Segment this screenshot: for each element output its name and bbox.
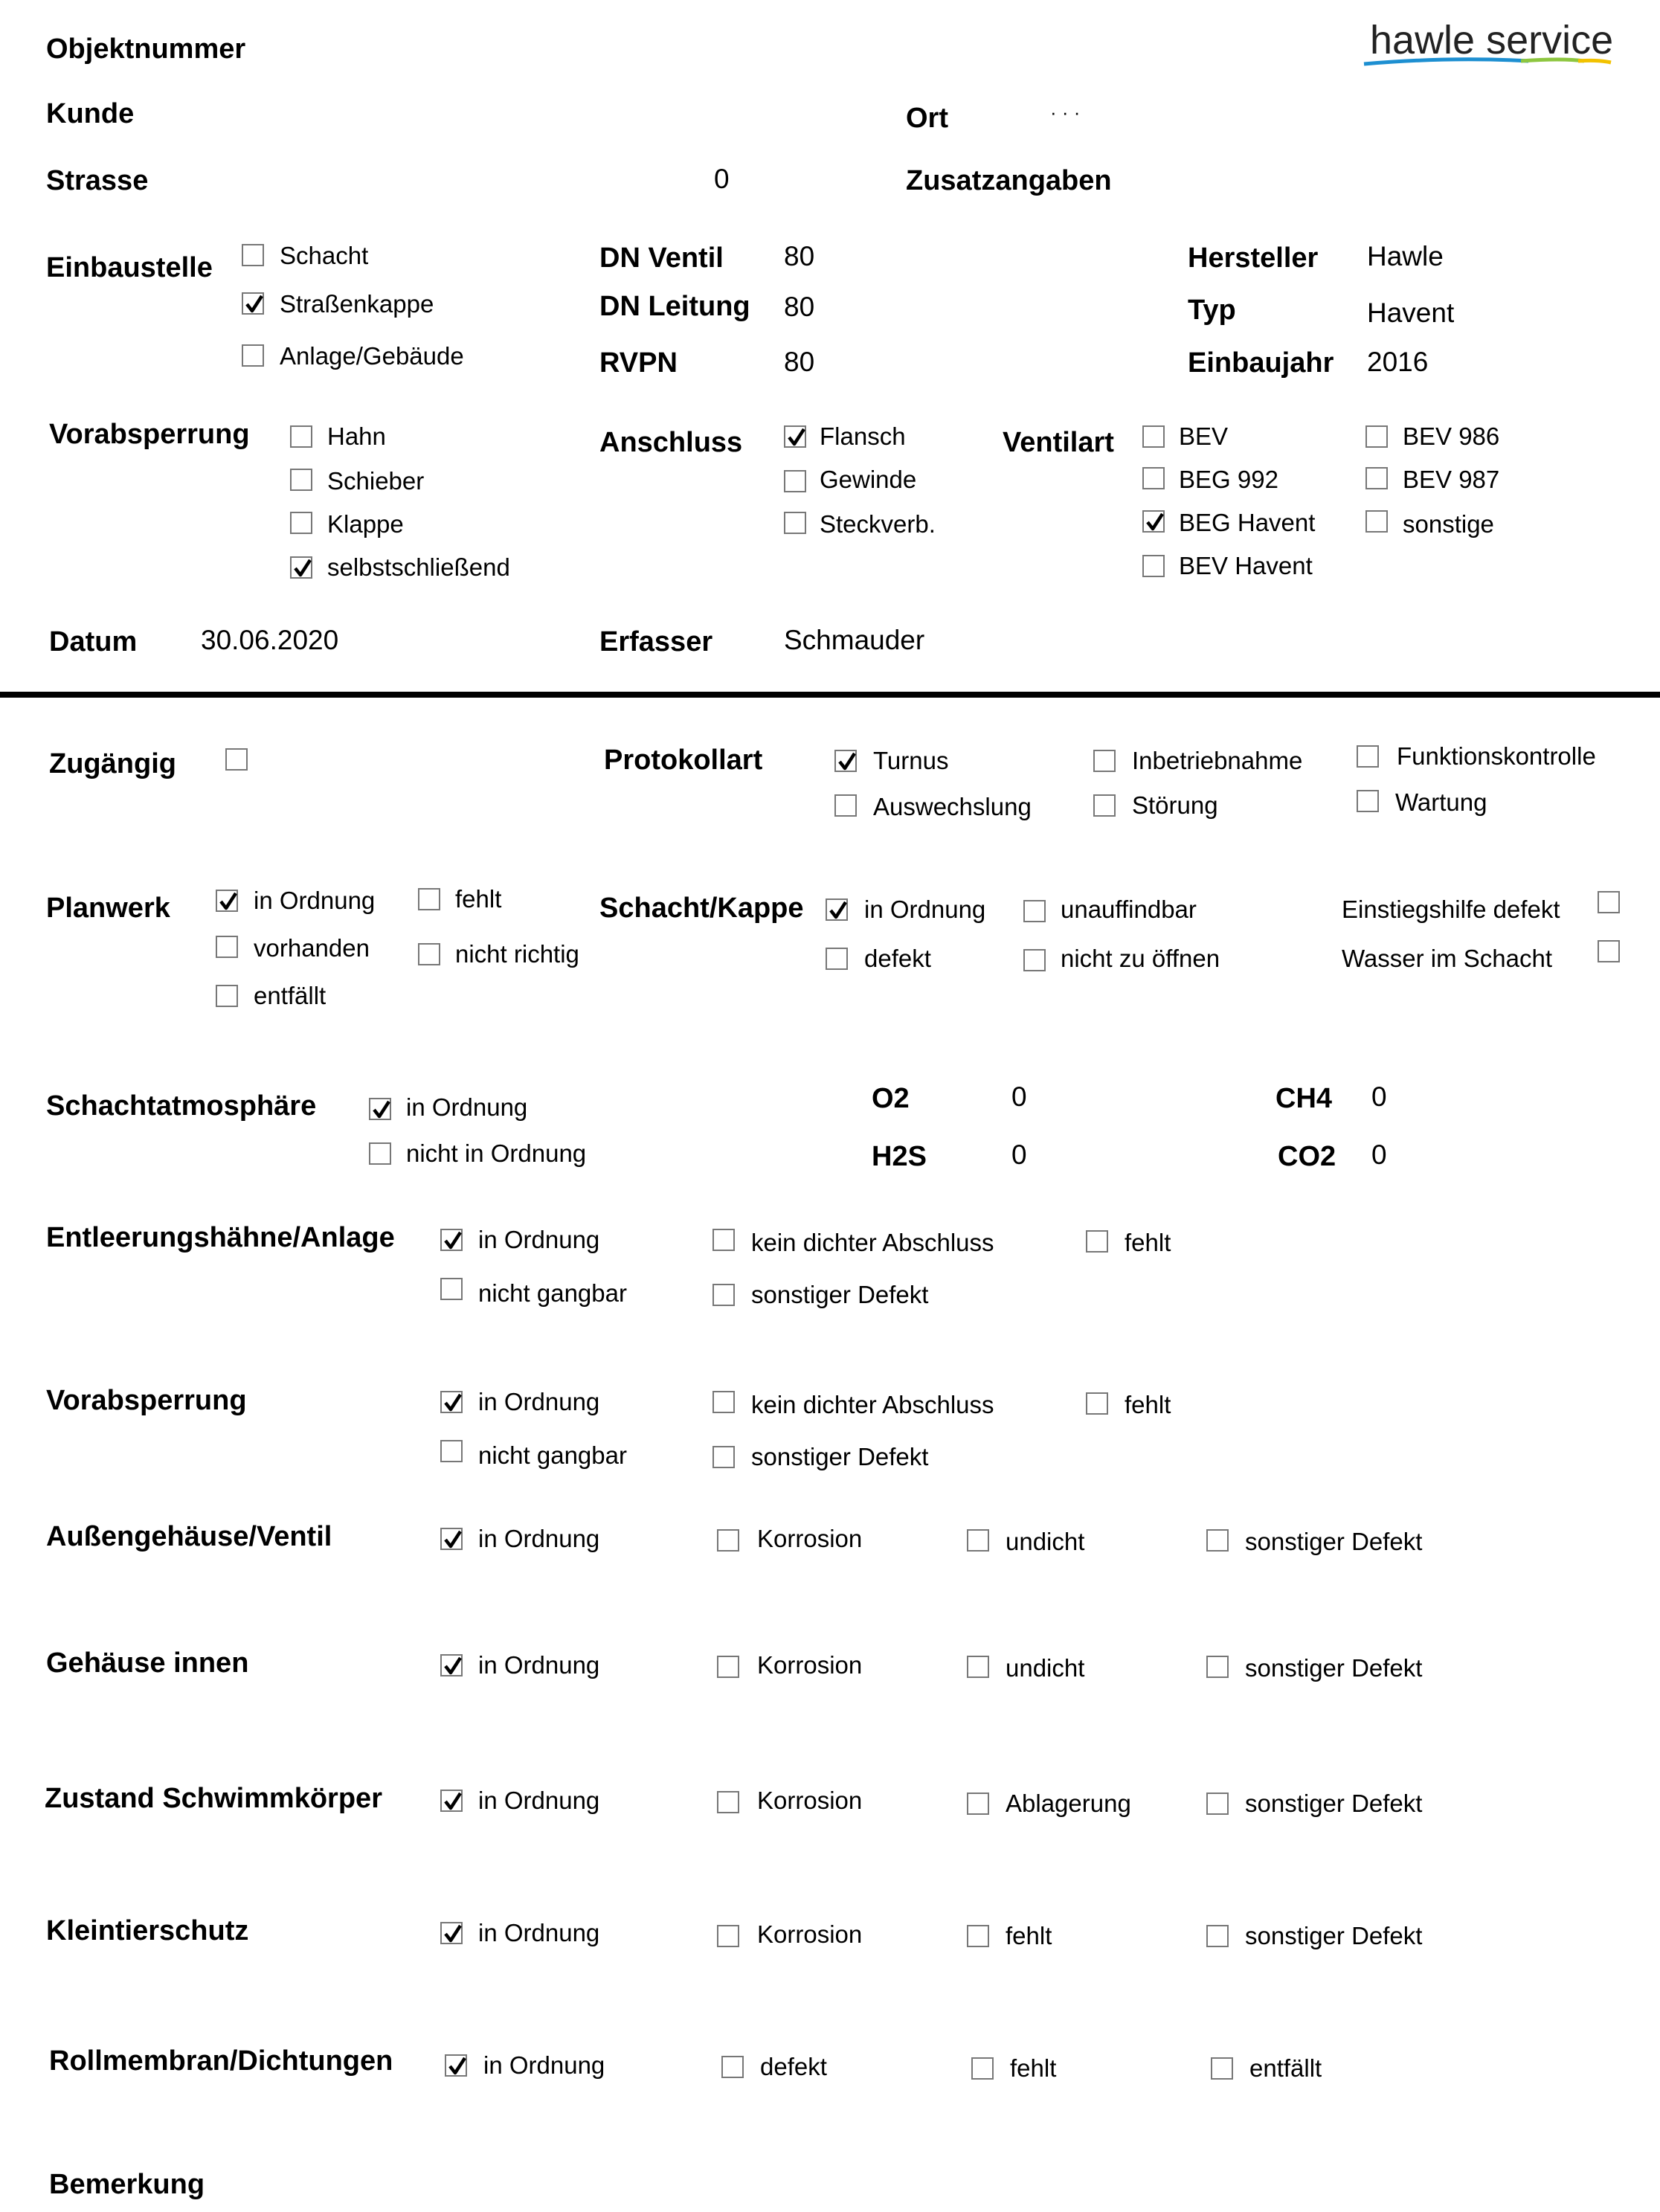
checkbox-gehaeuse-innen-undicht[interactable]: [967, 1656, 989, 1678]
option-rollmembran-entfaellt: entfällt: [1249, 2054, 1322, 2082]
option-gehaeuse-innen-undicht: undicht: [1006, 1654, 1085, 1682]
checkbox-stoerung[interactable]: [1093, 794, 1116, 817]
checkbox-wasser-im-schacht[interactable]: [1598, 940, 1620, 962]
datum-value: 30.06.2020: [201, 625, 339, 655]
option-nicht-zu-oeffnen: nicht zu öffnen: [1061, 945, 1220, 972]
option-selbstschliessend: selbstschließend: [327, 553, 510, 581]
option-schieber: Schieber: [327, 467, 425, 495]
vorabsperrung-top-label: Vorabsperrung: [49, 419, 250, 450]
h2s-value: 0: [1011, 1139, 1027, 1170]
option-entleerung-in-ordnung: in Ordnung: [478, 1226, 600, 1253]
dn-leitung-value: 80: [784, 292, 815, 322]
option-unauffindbar: unauffindbar: [1061, 896, 1197, 923]
check-mark-icon: [218, 890, 239, 913]
option-turnus: Turnus: [873, 747, 949, 774]
option-rollmembran-defekt: defekt: [760, 2053, 827, 2080]
datum-label: Datum: [49, 626, 138, 658]
option-vorabsperrung-sonstiger-defekt: sonstiger Defekt: [751, 1443, 929, 1470]
checkbox-hahn[interactable]: [290, 425, 312, 448]
checkbox-einstiegshilfe-defekt[interactable]: [1598, 891, 1620, 913]
option-rollmembran-fehlt: fehlt: [1010, 2054, 1057, 2082]
checkbox-schacht-in-ordnung[interactable]: [826, 898, 848, 921]
checkbox-gewinde[interactable]: [784, 470, 806, 492]
co2-value: 0: [1371, 1139, 1387, 1170]
checkbox-strassenkappe[interactable]: [242, 292, 264, 315]
option-planwerk-vorhanden: vorhanden: [254, 934, 370, 962]
checkbox-schieber[interactable]: [290, 469, 312, 491]
gehaeuse-innen-label: Gehäuse innen: [46, 1647, 249, 1679]
o2-label: O2: [872, 1083, 910, 1114]
option-bev-havent: BEV Havent: [1179, 552, 1313, 579]
typ-value: Havent: [1367, 298, 1455, 328]
checkbox-vorabsperrung-sonstiger-defekt[interactable]: [712, 1446, 735, 1468]
hawle-service-logo: [1361, 16, 1614, 76]
option-planwerk-in-ordnung: in Ordnung: [254, 887, 376, 914]
option-gehaeuse-innen-in-ordnung: in Ordnung: [478, 1651, 600, 1679]
ort-label: Ort: [906, 103, 948, 134]
option-planwerk-fehlt: fehlt: [455, 885, 502, 913]
option-atmosphaere-in-ordnung: in Ordnung: [406, 1093, 528, 1121]
option-inbetriebnahme: Inbetriebnahme: [1132, 747, 1303, 774]
option-anlage-gebaeude: Anlage/Gebäude: [280, 342, 464, 370]
einbaujahr-label: Einbaujahr: [1188, 347, 1334, 379]
option-aussengehaeuse-in-ordnung: in Ordnung: [478, 1525, 600, 1552]
bemerkung-label: Bemerkung: [49, 2169, 205, 2200]
option-hahn: Hahn: [327, 422, 386, 450]
o2-value: 0: [1011, 1081, 1027, 1112]
option-vorabsperrung-fehlt: fehlt: [1125, 1391, 1171, 1418]
check-mark-icon: [443, 1655, 463, 1677]
zugaengig-label: Zugängig: [49, 748, 176, 779]
checkbox-rollmembran-in-ordnung[interactable]: [445, 2054, 467, 2077]
option-beg-havent: BEG Havent: [1179, 509, 1316, 536]
option-schwimmkoerper-sonstiger-defekt: sonstiger Defekt: [1245, 1790, 1423, 1817]
checkbox-atmosphaere-nicht-in-ordnung[interactable]: [369, 1142, 391, 1165]
check-mark-icon: [447, 2055, 468, 2077]
option-einstiegshilfe-defekt: Einstiegshilfe defekt: [1342, 896, 1560, 923]
option-aussengehaeuse-korrosion: Korrosion: [757, 1525, 863, 1552]
option-auswechslung: Auswechslung: [873, 793, 1032, 820]
checkbox-vorabsperrung-fehlt[interactable]: [1086, 1392, 1108, 1415]
check-mark-icon: [837, 750, 858, 773]
checkbox-aussengehaeuse-korrosion[interactable]: [717, 1529, 739, 1552]
option-planwerk-nicht-richtig: nicht richtig: [455, 940, 579, 968]
option-bev-987: BEV 987: [1403, 466, 1500, 493]
check-mark-icon: [244, 293, 265, 315]
check-mark-icon: [443, 1392, 463, 1414]
rvpn-value: 80: [784, 347, 815, 377]
checkbox-atmosphaere-in-ordnung[interactable]: [369, 1098, 391, 1120]
rollmembran-label: Rollmembran/Dichtungen: [49, 2045, 393, 2077]
option-vorabsperrung-kein-dichter-abschluss: kein dichter Abschluss: [751, 1391, 994, 1418]
dn-leitung-label: DN Leitung: [599, 291, 750, 322]
check-mark-icon: [1145, 511, 1165, 533]
schwimmkoerper-label: Zustand Schwimmkörper: [45, 1783, 382, 1814]
planwerk-label: Planwerk: [46, 893, 170, 924]
checkbox-sonstige[interactable]: [1365, 510, 1388, 533]
checkbox-schacht-defekt[interactable]: [826, 948, 848, 970]
checkbox-funktionskontrolle[interactable]: [1357, 745, 1379, 768]
option-bev-986: BEV 986: [1403, 422, 1500, 450]
protokollart-label: Protokollart: [604, 745, 763, 776]
checkbox-klappe[interactable]: [290, 512, 312, 534]
checkbox-rollmembran-fehlt[interactable]: [971, 2057, 994, 2080]
entleerung-label: Entleerungshähne/Anlage: [46, 1222, 395, 1253]
option-planwerk-entfaellt: entfällt: [254, 982, 326, 1009]
option-bev: BEV: [1179, 422, 1229, 450]
zusatzangaben-label: Zusatzangaben: [906, 165, 1112, 196]
checkbox-bev-havent[interactable]: [1142, 555, 1165, 577]
option-schwimmkoerper-korrosion: Korrosion: [757, 1787, 863, 1814]
checkbox-schwimmkoerper-sonstiger-defekt[interactable]: [1206, 1793, 1229, 1815]
option-gehaeuse-innen-korrosion: Korrosion: [757, 1651, 863, 1679]
h2s-label: H2S: [872, 1141, 927, 1172]
option-vorabsperrung-nicht-gangbar: nicht gangbar: [478, 1441, 627, 1469]
option-sonstige: sonstige: [1403, 510, 1494, 538]
co2-label: CO2: [1278, 1141, 1336, 1172]
erfasser-value: Schmauder: [784, 625, 925, 655]
schachtatmosphaere-label: Schachtatmosphäre: [46, 1090, 317, 1122]
option-vorabsperrung-in-ordnung: in Ordnung: [478, 1388, 600, 1415]
checkbox-zugaengig[interactable]: [225, 748, 248, 771]
strasse-label: Strasse: [46, 165, 149, 196]
checkbox-bev[interactable]: [1142, 425, 1165, 448]
checkbox-planwerk-in-ordnung[interactable]: [216, 890, 238, 912]
kleintierschutz-label: Kleintierschutz: [46, 1915, 249, 1946]
option-wartung: Wartung: [1395, 788, 1487, 816]
option-rollmembran-in-ordnung: in Ordnung: [483, 2051, 605, 2079]
checkbox-vorabsperrung-in-ordnung[interactable]: [440, 1391, 463, 1413]
checkbox-planwerk-nicht-richtig[interactable]: [418, 943, 440, 965]
checkbox-aussengehaeuse-in-ordnung[interactable]: [440, 1528, 463, 1550]
checkbox-kleintierschutz-in-ordnung[interactable]: [440, 1922, 463, 1944]
option-entleerung-sonstiger-defekt: sonstiger Defekt: [751, 1281, 929, 1308]
option-schacht: Schacht: [280, 242, 369, 269]
ch4-value: 0: [1371, 1081, 1387, 1112]
option-funktionskontrolle: Funktionskontrolle: [1397, 742, 1596, 770]
strasse-value: 0: [714, 164, 730, 194]
ventilart-label: Ventilart: [1003, 427, 1114, 458]
option-gewinde: Gewinde: [820, 466, 917, 493]
option-gehaeuse-innen-sonstiger-defekt: sonstiger Defekt: [1245, 1654, 1423, 1682]
checkbox-planwerk-entfaellt[interactable]: [216, 985, 238, 1007]
checkbox-rollmembran-defekt[interactable]: [721, 2056, 744, 2078]
check-mark-icon: [443, 1923, 463, 1945]
checkbox-entleerung-fehlt[interactable]: [1086, 1230, 1108, 1253]
checkbox-beg-992[interactable]: [1142, 467, 1165, 489]
hersteller-value: Hawle: [1367, 241, 1444, 271]
checkbox-rollmembran-entfaellt[interactable]: [1211, 2057, 1233, 2080]
rvpn-label: RVPN: [599, 347, 678, 379]
check-mark-icon: [443, 1790, 463, 1813]
option-klappe: Klappe: [327, 510, 404, 538]
option-kleintierschutz-fehlt: fehlt: [1006, 1922, 1052, 1949]
dn-ventil-label: DN Ventil: [599, 242, 724, 274]
option-wasser-im-schacht: Wasser im Schacht: [1342, 945, 1553, 972]
check-mark-icon: [371, 1099, 392, 1121]
checkbox-inbetriebnahme[interactable]: [1093, 750, 1116, 772]
checkbox-planwerk-vorhanden[interactable]: [216, 936, 238, 958]
checkbox-turnus[interactable]: [834, 750, 857, 772]
checkbox-schwimmkoerper-ablagerung[interactable]: [967, 1793, 989, 1815]
checkbox-flansch[interactable]: [784, 425, 806, 448]
aussengehaeuse-label: Außengehäuse/Ventil: [46, 1521, 332, 1552]
einbaustelle-label: Einbaustelle: [46, 252, 213, 283]
checkbox-nicht-zu-oeffnen[interactable]: [1023, 949, 1046, 971]
checkbox-gehaeuse-innen-korrosion[interactable]: [717, 1656, 739, 1678]
check-mark-icon: [786, 426, 807, 448]
checkbox-bev-986[interactable]: [1365, 425, 1388, 448]
schacht-kappe-label: Schacht/Kappe: [599, 893, 804, 924]
option-aussengehaeuse-undicht: undicht: [1006, 1528, 1085, 1555]
checkbox-entleerung-nicht-gangbar[interactable]: [440, 1278, 463, 1300]
checkbox-anlage-gebaeude[interactable]: [242, 344, 264, 367]
checkbox-auswechslung[interactable]: [834, 794, 857, 817]
checkbox-vorabsperrung-nicht-gangbar[interactable]: [440, 1440, 463, 1462]
checkbox-entleerung-sonstiger-defekt[interactable]: [712, 1284, 735, 1306]
option-strassenkappe: Straßenkappe: [280, 290, 434, 318]
option-entleerung-nicht-gangbar: nicht gangbar: [478, 1279, 627, 1307]
option-flansch: Flansch: [820, 422, 906, 450]
check-mark-icon: [828, 899, 849, 922]
section-divider: [0, 692, 1660, 698]
option-kleintierschutz-in-ordnung: in Ordnung: [478, 1919, 600, 1946]
option-schwimmkoerper-ablagerung: Ablagerung: [1006, 1790, 1131, 1817]
option-stoerung: Störung: [1132, 791, 1218, 819]
kunde-label: Kunde: [46, 98, 135, 129]
einbaujahr-value: 2016: [1367, 347, 1429, 377]
option-schacht-in-ordnung: in Ordnung: [864, 896, 986, 923]
checkbox-schwimmkoerper-in-ordnung[interactable]: [440, 1790, 463, 1812]
check-mark-icon: [443, 1528, 463, 1551]
check-mark-icon: [292, 557, 313, 579]
checkbox-unauffindbar[interactable]: [1023, 900, 1046, 922]
checkbox-aussengehaeuse-sonstiger-defekt[interactable]: [1206, 1529, 1229, 1552]
checkbox-beg-havent[interactable]: [1142, 510, 1165, 533]
checkbox-steckverb[interactable]: [784, 512, 806, 534]
option-entleerung-fehlt: fehlt: [1125, 1229, 1171, 1256]
checkbox-schacht[interactable]: [242, 244, 264, 266]
checkbox-bev-987[interactable]: [1365, 467, 1388, 489]
checkbox-kleintierschutz-fehlt[interactable]: [967, 1925, 989, 1947]
ort-value: · · ·: [1050, 101, 1081, 123]
checkbox-schwimmkoerper-korrosion[interactable]: [717, 1791, 739, 1813]
ch4-label: CH4: [1275, 1083, 1333, 1114]
checkbox-entleerung-kein-dichter-abschluss[interactable]: [712, 1229, 735, 1251]
option-schwimmkoerper-in-ordnung: in Ordnung: [478, 1787, 600, 1814]
checkbox-gehaeuse-innen-in-ordnung[interactable]: [440, 1654, 463, 1676]
option-atmosphaere-nicht-in-ordnung: nicht in Ordnung: [406, 1139, 587, 1167]
checkbox-aussengehaeuse-undicht[interactable]: [967, 1529, 989, 1552]
checkbox-wartung[interactable]: [1357, 790, 1379, 812]
checkbox-kleintierschutz-sonstiger-defekt[interactable]: [1206, 1925, 1229, 1947]
dn-ventil-value: 80: [784, 241, 815, 271]
objektnummer-label: Objektnummer: [46, 33, 246, 65]
erfasser-label: Erfasser: [599, 626, 713, 658]
anschluss-label: Anschluss: [599, 427, 743, 458]
option-kleintierschutz-korrosion: Korrosion: [757, 1920, 863, 1948]
option-beg-992: BEG 992: [1179, 466, 1278, 493]
option-schacht-defekt: defekt: [864, 945, 931, 972]
checkbox-gehaeuse-innen-sonstiger-defekt[interactable]: [1206, 1656, 1229, 1678]
option-aussengehaeuse-sonstiger-defekt: sonstiger Defekt: [1245, 1528, 1423, 1555]
option-steckverb: Steckverb.: [820, 510, 936, 538]
checkbox-planwerk-fehlt[interactable]: [418, 888, 440, 910]
checkbox-kleintierschutz-korrosion[interactable]: [717, 1925, 739, 1947]
vorabsperrung-label: Vorabsperrung: [46, 1385, 247, 1416]
hersteller-label: Hersteller: [1188, 242, 1319, 274]
logo-text: hawle service: [1370, 18, 1614, 62]
checkbox-selbstschliessend[interactable]: [290, 556, 312, 579]
option-entleerung-kein-dichter-abschluss: kein dichter Abschluss: [751, 1229, 994, 1256]
checkbox-vorabsperrung-kein-dichter-abschluss[interactable]: [712, 1391, 735, 1413]
check-mark-icon: [443, 1229, 463, 1252]
option-kleintierschutz-sonstiger-defekt: sonstiger Defekt: [1245, 1922, 1423, 1949]
typ-label: Typ: [1188, 295, 1236, 326]
checkbox-entleerung-in-ordnung[interactable]: [440, 1229, 463, 1251]
